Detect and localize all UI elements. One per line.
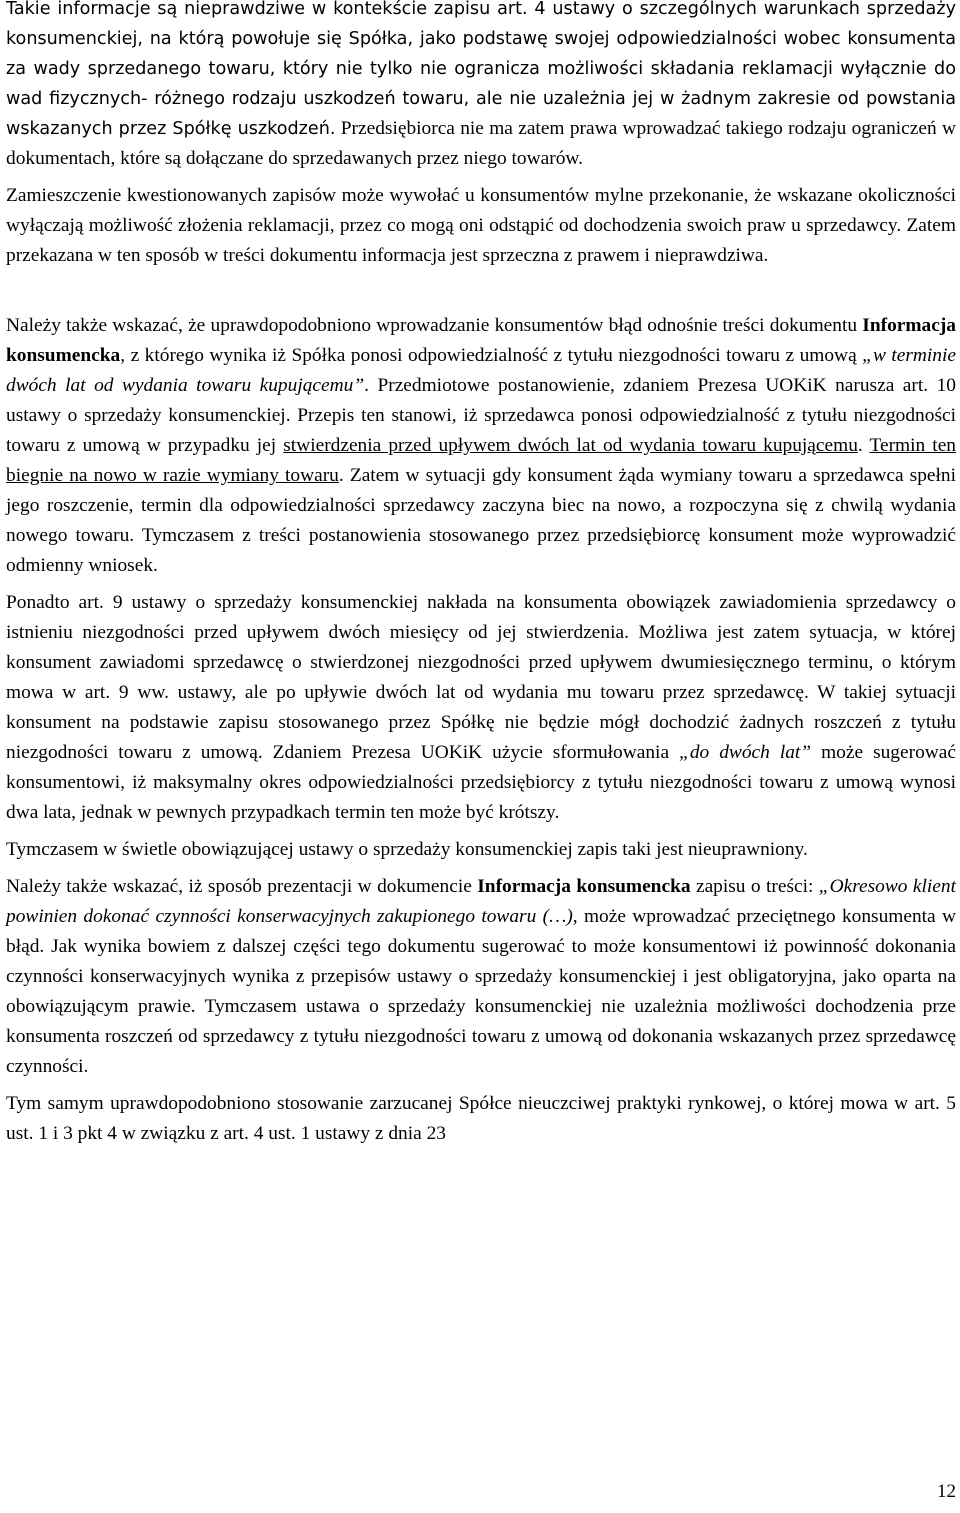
paragraph-3-text-c: . Przedmiotowe postanowienie, zdaniem Prezesa UOKiK narusza art. 10 ustawy o sprzedaży konsumenckiej. Przepis ten stanowi, iż sprzedawca ponosi odpowiedzialność z tytułu niezgodności towaru z umową w przypadku jej [6,375,956,456]
paragraph-6-text-c: może wprowadzać przeciętnego konsumenta w błąd. Jak wynika bowiem z dalszej części tego dokumentu sugerować to może konsumentowi iż powinność dokonania czynności konserwacyjnych wynika z przepisów ustawy o sprzedaży konsumenckiej i jest obligatoryjna, jako oparta na obowiązującym prawie. Tymczasem ustawa o sprzedaży konsumenckiej nie uzależnia możliwości dochodzenia prze konsumenta roszczeń od sprzedawcy z tytułu niezgodności towaru z umową od dokonania wskazanych przez sprzedawcę czynności. [6,906,956,1077]
paragraph-3 [6,311,956,581]
underlined-phrase-2: Termin ten biegnie na nowo w razie wymiany towaru [6,435,956,486]
quoted-term: „w terminie dwóch lat od wydania towaru kupującemu” [6,345,957,396]
paragraph-3-text-b: , z którego wynika iż Spółka ponosi odpowiedzialność z tytułu niezgodności towaru z umową [120,345,863,366]
paragraph-3-text-d: . [857,435,870,456]
paragraph-6-text-a: Należy także wskazać, iż sposób prezentacji w dokumencie [6,876,478,897]
paragraph-7: Tym samym uprawdopodobniono stosowanie zarzucanej Spółce nieuczciwej praktyki rynkowej, o której mowa w art. 5 ust. 1 i 3 pkt 4 w związku z art. 4 ust. 1 ustawy z dnia 23 [6,1093,956,1144]
paragraph-1 [6,0,956,174]
paragraph-2: Zamieszczenie kwestionowanych zapisów może wywołać u konsumentów mylne przekonanie, że wskazane okoliczności wyłączają możliwość złożenia reklamacji, przez co mogą oni odstąpić od dochodzenia swoich praw u sprzedawcy. Zatem przekazana w ten sposób w treści dokumentu informacja jest sprzeczna z prawem i nieprawdziwa. [6,185,956,266]
paragraph-6-text-b: zapisu o treści: [690,876,819,897]
paragraph-3-text-a: Należy także wskazać, że uprawdopodobniono wprowadzanie konsumentów błąd odnośnie treści dokumentu [6,315,863,336]
paragraph-4 [6,588,956,828]
document-title-bold-2: Informacja konsumencka [477,876,691,897]
paragraph-3-text-e: . Zatem w sytuacji gdy konsument żąda wymiany towaru a sprzedawca spełni jego roszczenie, termin dla odpowiedzialności sprzedawcy zaczyna biec na nowo, a rozpoczyna się z chwilą wydania nowego towaru. Tymczasem z treści postanowienia stosowanego przez przedsiębiorcę konsument może wyprowadzić odmienny wniosek. [6,465,956,576]
paragraph-6 [6,872,956,1082]
underlined-phrase-1: stwierdzenia przed upływem dwóch lat od wydania towaru kupującemu [283,435,858,456]
quoted-clause: „Okresowo klient powinien dokonać czynności konserwacyjnych zakupionego towaru (…), [6,876,956,927]
paragraph-1-serif: Przedsiębiorca nie ma zatem prawa wprowadzać takiego rodzaju ograniczeń w dokumentach, które są dołączane do sprzedawanych przez niego towarów. [6,118,956,169]
quoted-term-2: „do dwóch lat” [679,742,812,763]
paragraph-5: Tymczasem w świetle obowiązującej ustawy o sprzedaży konsumenckiej zapis taki jest nieuprawniony. [6,839,808,860]
paragraph-4-text-b: może sugerować konsumentowi, iż maksymalny okres odpowiedzialności przedsiębiorcy z tytułu niezgodności towaru z umową wynosi dwa lata, jednak w pewnych przypadkach termin ten może być krótszy. [6,742,956,823]
paragraph-1-sans: Takie informacje są nieprawdziwe w kontekście zapisu art. 4 ustawy o szczególnych warunkach sprzedaży konsumenckiej, na którą powołuje się Spółka, jako podstawę swojej odpowiedzialności wobec konsumenta za wady sprzedanego towaru, który nie tylko nie ogranicza możliwości składania reklamacji wyłącznie do wad fizycznych- różnego rodzaju uszkodzeń towaru, ale nie uzależnia jej w żadnym zakresie od powstania wskazanych przez Spółkę uszkodzeń. [6,0,956,139]
document-title-bold: Informacja konsumencka [6,315,956,366]
page-number: 12 [937,1481,956,1502]
paragraph-4-text-a: Ponadto art. 9 ustawy o sprzedaży konsumenckiej nakłada na konsumenta obowiązek zawiadomienia sprzedawcy o istnieniu niezgodności przed upływem dwóch miesięcy od jej stwierdzenia. Możliwa jest zatem sytuacja, w której konsument zawiadomi sprzedawcę o stwierdzonej niezgodności przed upływem dwumiesięcznego terminu, o którym mowa w art. 9 ww. ustawy, ale po upływie dwóch lat od wydania mu towaru przez sprzedawcę. W takiej sytuacji konsument na podstawie zapisu stosowanego przez Spółkę nie będzie mógł dochodzić żadnych roszczeń z tytułu niezgodności towaru z umową. Zdaniem Prezesa UOKiK użycie sformułowania [6,592,956,763]
